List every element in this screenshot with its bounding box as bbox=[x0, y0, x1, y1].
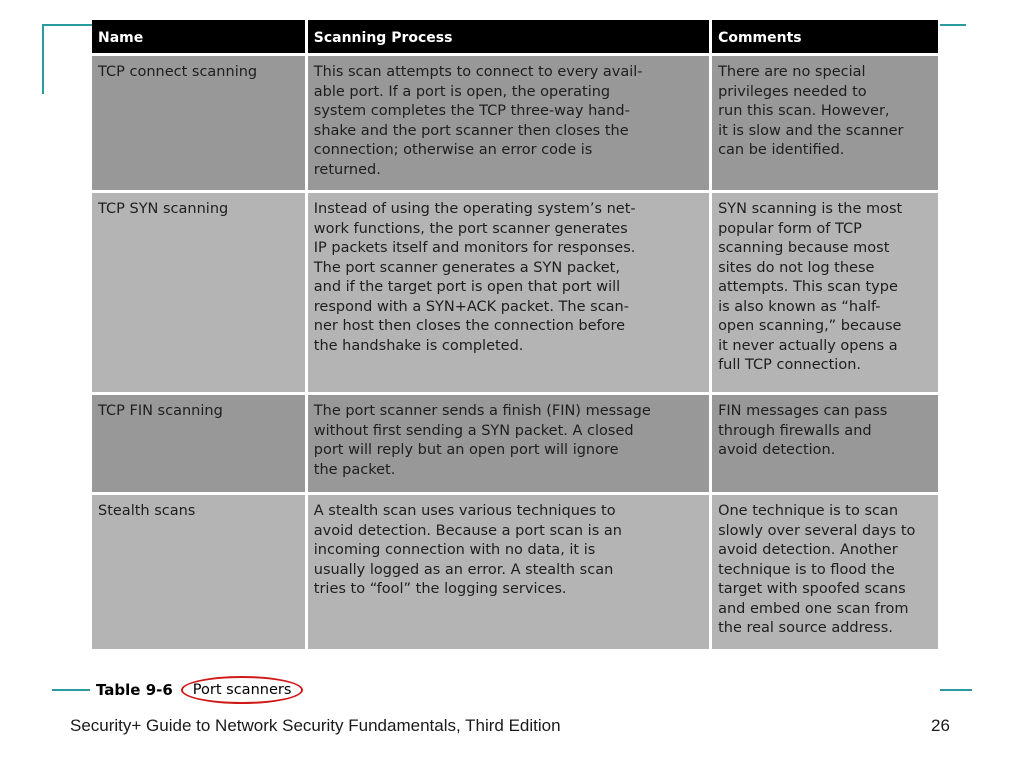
comments-line: slowly over several days to bbox=[718, 522, 916, 539]
process-line: avoid detection. Because a port scan is an bbox=[313, 522, 622, 539]
corner-line-top-right bbox=[940, 24, 966, 26]
comments-line: privileges needed to bbox=[718, 83, 867, 100]
cell-name: TCP connect scanning bbox=[92, 55, 306, 192]
header-comments: Comments bbox=[711, 20, 938, 55]
comments-line: target with spoofed scans bbox=[718, 581, 906, 597]
comments-line: avoid detection. bbox=[718, 442, 836, 458]
process-line: IP packets itself and monitors for responses. bbox=[313, 240, 636, 256]
header-scanning-process: Scanning Process bbox=[306, 20, 710, 55]
header-name: Name bbox=[92, 20, 306, 55]
comments-line: the real source address. bbox=[718, 620, 893, 636]
cell-comments bbox=[711, 55, 938, 192]
comments-line: through firewalls and bbox=[718, 422, 872, 439]
comments-line: it never actually opens a bbox=[718, 337, 898, 354]
cell-comments bbox=[711, 394, 938, 494]
cell-process bbox=[306, 55, 710, 192]
process-line: connection; otherwise an error code is bbox=[313, 142, 593, 158]
table-row bbox=[92, 494, 938, 649]
corner-line-top-left bbox=[42, 24, 92, 26]
process-line: port will reply but an open port will ignore bbox=[313, 442, 619, 458]
process-line: system completes the TCP three-way hand- bbox=[313, 103, 630, 119]
comments-line: and embed one scan from bbox=[718, 600, 909, 617]
comments-line: sites do not log these bbox=[718, 259, 875, 276]
table-header-row bbox=[92, 20, 938, 55]
comments-line: full TCP connection. bbox=[718, 357, 862, 373]
process-line: Instead of using the operating system’s net- bbox=[313, 201, 636, 217]
process-line: the handshake is completed. bbox=[313, 337, 524, 354]
cell-name: Stealth scans bbox=[92, 494, 306, 649]
cell-process bbox=[306, 192, 710, 394]
comments-line: can be identified. bbox=[718, 142, 845, 158]
page-number: 26 bbox=[931, 716, 950, 735]
cell-process bbox=[306, 494, 710, 649]
process-line: ner host then closes the connection before bbox=[313, 318, 626, 334]
cell-comments bbox=[711, 494, 938, 649]
process-line: without first sending a SYN packet. A closed bbox=[313, 422, 634, 439]
corner-line-left-vertical bbox=[42, 24, 44, 94]
caption-title: Port scanners bbox=[181, 676, 304, 704]
process-line: shake and the port scanner then closes the bbox=[313, 122, 629, 139]
cell-name: TCP FIN scanning bbox=[92, 394, 306, 494]
process-line: able port. If a port is open, the operating bbox=[313, 83, 611, 100]
caption-number: Table 9-6 bbox=[96, 681, 173, 699]
cell-comments bbox=[711, 192, 938, 394]
process-line: work functions, the port scanner generates bbox=[313, 220, 628, 237]
comments-line: SYN scanning is the most bbox=[718, 201, 903, 217]
comments-line: run this scan. However, bbox=[718, 103, 890, 119]
comments-line: avoid detection. Another bbox=[718, 542, 898, 558]
comments-line: scanning because most bbox=[718, 240, 890, 256]
process-line: respond with a SYN+ACK packet. The scan- bbox=[313, 298, 629, 315]
footer-book-title: Security+ Guide to Network Security Fundamentals, Third Edition bbox=[70, 716, 561, 735]
process-line: The port scanner generates a SYN packet, bbox=[313, 259, 620, 276]
process-line: usually logged as an error. A stealth scan bbox=[313, 561, 614, 578]
comments-line: popular form of TCP bbox=[718, 220, 862, 237]
process-line: tries to “fool” the logging services. bbox=[313, 581, 567, 597]
process-line: The port scanner sends a finish (FIN) message bbox=[313, 403, 651, 419]
table-row bbox=[92, 192, 938, 394]
comments-line: FIN messages can pass bbox=[718, 403, 888, 419]
comments-line: is also known as “half- bbox=[718, 298, 881, 315]
corner-line-bottom-right bbox=[940, 689, 972, 691]
comments-line: One technique is to scan bbox=[718, 503, 899, 519]
process-line: the packet. bbox=[313, 461, 396, 478]
process-line: incoming connection with no data, it is bbox=[313, 542, 596, 558]
comments-line: technique is to flood the bbox=[718, 561, 895, 578]
process-line: returned. bbox=[313, 161, 381, 178]
table-row bbox=[92, 394, 938, 494]
process-line: This scan attempts to connect to every avail- bbox=[313, 64, 643, 80]
comments-line: it is slow and the scanner bbox=[718, 122, 904, 139]
cell-process bbox=[306, 394, 710, 494]
corner-line-bottom-left bbox=[52, 689, 90, 691]
process-line: and if the target port is open that port will bbox=[313, 279, 621, 295]
comments-line: open scanning,” because bbox=[718, 318, 902, 334]
table-caption bbox=[96, 678, 303, 702]
process-line: A stealth scan uses various techniques to bbox=[313, 503, 616, 519]
comments-line: There are no special bbox=[718, 64, 866, 80]
port-scanners-table bbox=[92, 20, 938, 649]
cell-name: TCP SYN scanning bbox=[92, 192, 306, 394]
comments-line: attempts. This scan type bbox=[718, 279, 898, 295]
table-row bbox=[92, 55, 938, 192]
